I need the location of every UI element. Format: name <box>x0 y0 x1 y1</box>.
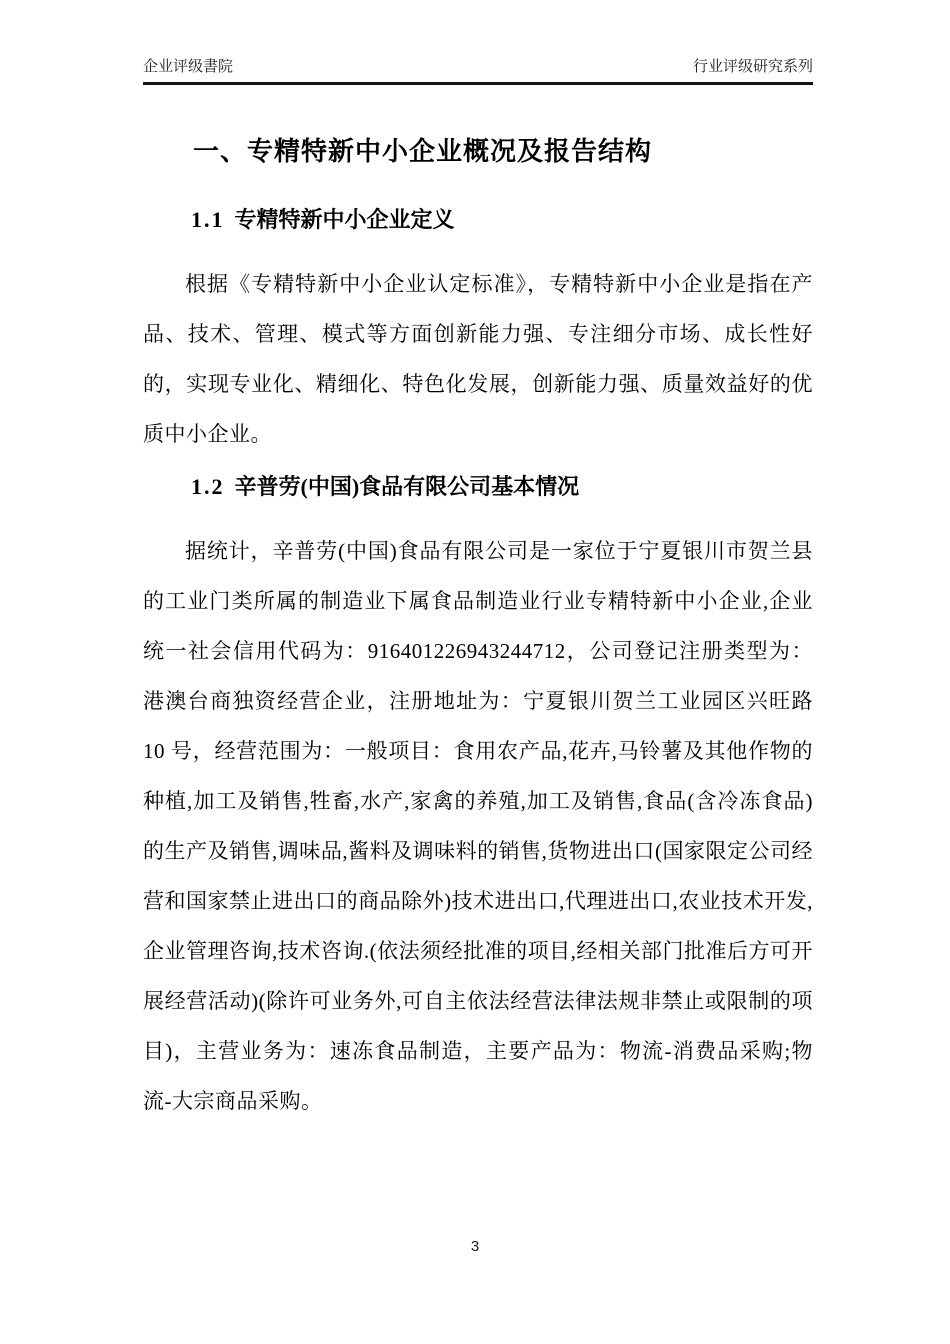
page-content <box>143 137 813 1126</box>
header-left-text: 企业评级書院 <box>143 58 234 75</box>
subsection-1-2-heading <box>191 474 813 500</box>
subsection-1-2-number: 1.2 <box>191 474 225 499</box>
subsection-1-2-title: 辛普劳(中国)食品有限公司基本情况 <box>234 474 580 499</box>
subsection-1-1-heading <box>191 207 813 233</box>
subsection-1-1-paragraph: 根据《专精特新中小企业认定标准》，专精特新中小企业是指在产品、技术、管理、模式等方面创新能力强、专注细分市场、成长性好的，实现专业化、精细化、特色化发展，创新能力强、质量效益好的优质中小企业。 <box>143 272 813 446</box>
subsection-1-2-paragraph: 据统计，辛普劳(中国)食品有限公司是一家位于宁夏银川市贺兰县的工业门类所属的制造业下属食品制造业行业专精特新中小企业,企业统一社会信用代码为：916401226943244712，公司登记注册类型为：港澳台商独资经营企业，注册地址为：宁夏银川贺兰工业园区兴旺路 10 号，经营范围为：一般项目：食用农产品,花卉,马铃薯及其他作物的种植,加工及销售,牲畜,水产,家禽的养殖,加工及销售,食品(含冷冻食品)的生产及销售,调味品,酱料及调味料的销售,货物进出口(国家限定公司经营和国家禁止进出口的商品除外)技术进出口,代理进出口,农业技术开发,企业管理咨询,技术咨询.(依法须经批准的项目,经相关部门批准后方可开展经营活动)(除许可业务外,可自主依法经营法律法规非禁止或限制的项目)，主营业务为：速冻食品制造，主要产品为：物流-消费品采购;物流-大宗商品采购。 <box>143 539 813 1113</box>
header-right-text: 行业评级研究系列 <box>692 58 813 75</box>
section-1-title: 一、专精特新中小企业概况及报告结构 <box>193 137 653 166</box>
subsection-1-1-title: 专精特新中小企业定义 <box>234 207 455 232</box>
subsection-1-1-number: 1.1 <box>191 207 225 232</box>
page-header <box>143 58 813 85</box>
page-number: 3 <box>470 1238 480 1255</box>
